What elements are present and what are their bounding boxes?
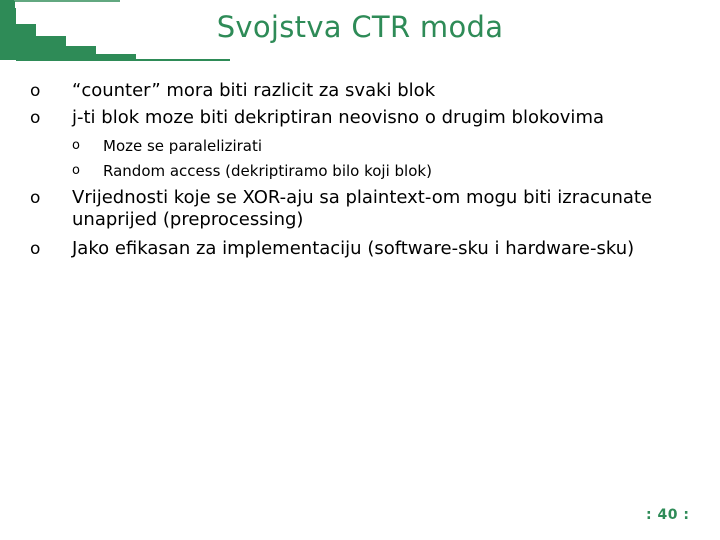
sub-bullet-text: Moze se paralelizirati <box>103 137 263 155</box>
bullet-marker: o <box>30 108 41 128</box>
sub-bullet-text: Random access (dekriptiramo bilo koji blok) <box>103 162 432 180</box>
bullet-marker: o <box>30 188 41 208</box>
slide-title: Svojstva CTR moda <box>216 10 504 44</box>
bullet-text: Jako efikasan za implementaciju (software-sku i hardware-sku) <box>72 238 635 259</box>
bullet-marker: o <box>30 239 41 259</box>
bullet-text: j-ti blok moze biti dekriptiran neovisno o drugim blokovima <box>72 107 605 128</box>
sub-bullet-marker: o <box>72 138 80 153</box>
bullet-marker: o <box>30 81 41 101</box>
sub-bullet-marker: o <box>72 163 80 178</box>
bullet-continuation-text: unaprijed (preprocessing) <box>72 209 304 230</box>
bullet-text: Vrijednosti koje se XOR-aju sa plaintext-om mogu biti izracunate <box>72 187 653 208</box>
slide-number: : 40 : <box>646 507 690 523</box>
bullet-text: “counter” mora biti razlicit za svaki blok <box>72 80 436 101</box>
